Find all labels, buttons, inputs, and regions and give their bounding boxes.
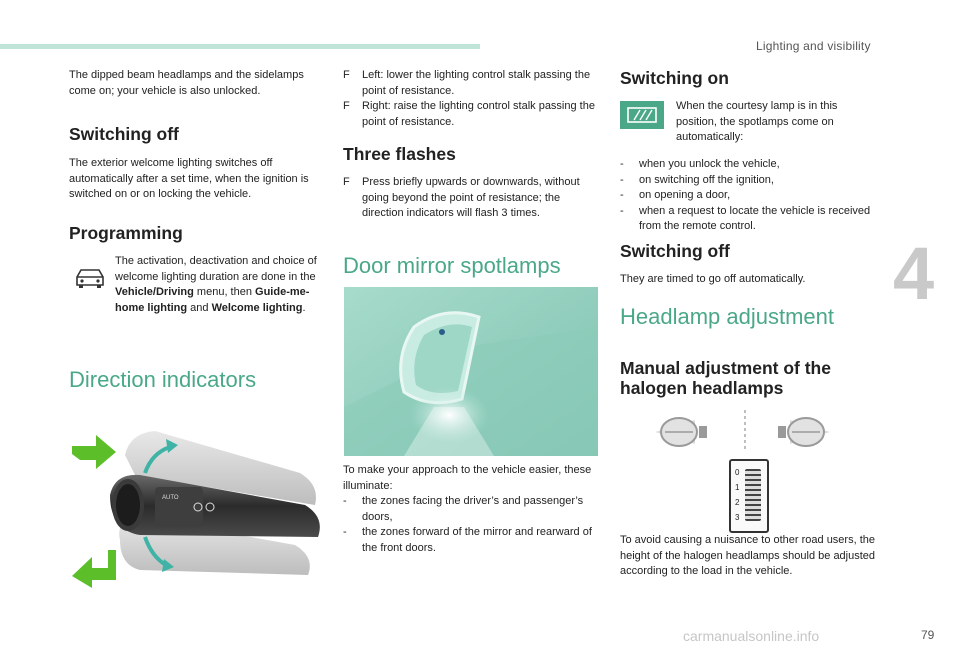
- zones-list: [343, 494, 599, 556]
- dial-marks: 0 1 2 3: [735, 468, 740, 522]
- list-item: - the zones forward of the mirror and rearward of the front doors.: [343, 526, 592, 554]
- headlamp-height-dial: [729, 459, 769, 533]
- avoid-nuisance-text: To avoid causing a nuisance to other road users, the height of the halogen headlamps should be adjusted according to the load in the vehicle.: [620, 534, 876, 577]
- section-title: Lighting and visibility: [756, 39, 871, 53]
- headlamp-adjustment-heading: Headlamp adjustment: [620, 304, 835, 329]
- list-item: F Left: lower the lighting control stalk passing the point of resistance.: [343, 69, 591, 97]
- switching-on-heading: Switching on: [620, 68, 729, 88]
- three-flashes-heading: Three flashes: [343, 144, 456, 164]
- thumbwheel: [745, 469, 761, 521]
- page-number: 79: [921, 628, 935, 642]
- svg-text:AUTO: AUTO: [162, 495, 179, 501]
- conditions-list: [620, 157, 876, 235]
- stalk-instructions-list: [343, 68, 599, 130]
- approach-text: To make your approach to the vehicle easier, these illuminate:: [343, 464, 592, 492]
- switching-off-2-heading: Switching off: [620, 241, 730, 261]
- programming-text: The activation, deactivation and choice of welcome lighting duration are done in the Vehicle/Driving menu, then Guide-me-home lighting and Welcome lighting.: [115, 255, 317, 314]
- list-item: - when a request to locate the vehicle is received from the remote control.: [620, 204, 871, 232]
- menu-vehicle-driving: Vehicle/Driving: [115, 286, 194, 298]
- three-flashes-list: [343, 175, 599, 222]
- manual-adjustment-heading: Manual adjustment of the halogen headlamps: [620, 358, 831, 398]
- switching-off-heading: Switching off: [69, 124, 179, 144]
- list-item: - on opening a door,: [620, 189, 731, 201]
- list-item: F Right: raise the lighting control stalk passing the point of resistance.: [343, 100, 595, 128]
- intro-paragraph: The dipped beam headlamps and the sidelamps come on; your vehicle is also unlocked.: [69, 69, 304, 97]
- chapter-number: 4: [893, 232, 935, 315]
- switching-off-text: The exterior welcome lighting switches off automatically after a set time, when the ignition is switched on or on locking the vehicle.: [69, 157, 309, 200]
- watermark: carmanualsonline.info: [683, 628, 820, 644]
- list-item: - when you unlock the vehicle,: [620, 158, 780, 170]
- right-turn-arrow-icon: [70, 432, 118, 472]
- left-turn-arrow-icon: [70, 548, 118, 590]
- menu-guide-me-home: Guide-me-home lighting: [115, 286, 310, 314]
- headlamp-beam-illustration: [655, 410, 830, 452]
- header-accent-bar: [0, 44, 480, 49]
- direction-indicators-heading: Direction indicators: [69, 367, 257, 392]
- programming-heading: Programming: [69, 223, 183, 243]
- list-item: F Press briefly upwards or downwards, without going beyond the point of resistance; the direction indicators will flash 3 times.: [343, 176, 580, 219]
- switching-off-2-text: They are timed to go off automatically.: [620, 273, 806, 285]
- courtesy-lamp-icon: [620, 101, 664, 129]
- list-item: - the zones facing the driver’s and passenger’s doors,: [343, 495, 584, 523]
- switching-on-text: When the courtesy lamp is in this position, the spotlamps come on automatically:: [676, 100, 838, 143]
- door-mirror-photo: [344, 287, 598, 456]
- menu-welcome-lighting: Welcome lighting: [211, 301, 303, 314]
- car-settings-icon: [74, 267, 106, 289]
- door-mirror-heading: Door mirror spotlamps: [343, 253, 561, 278]
- list-item: - on switching off the ignition,: [620, 173, 774, 186]
